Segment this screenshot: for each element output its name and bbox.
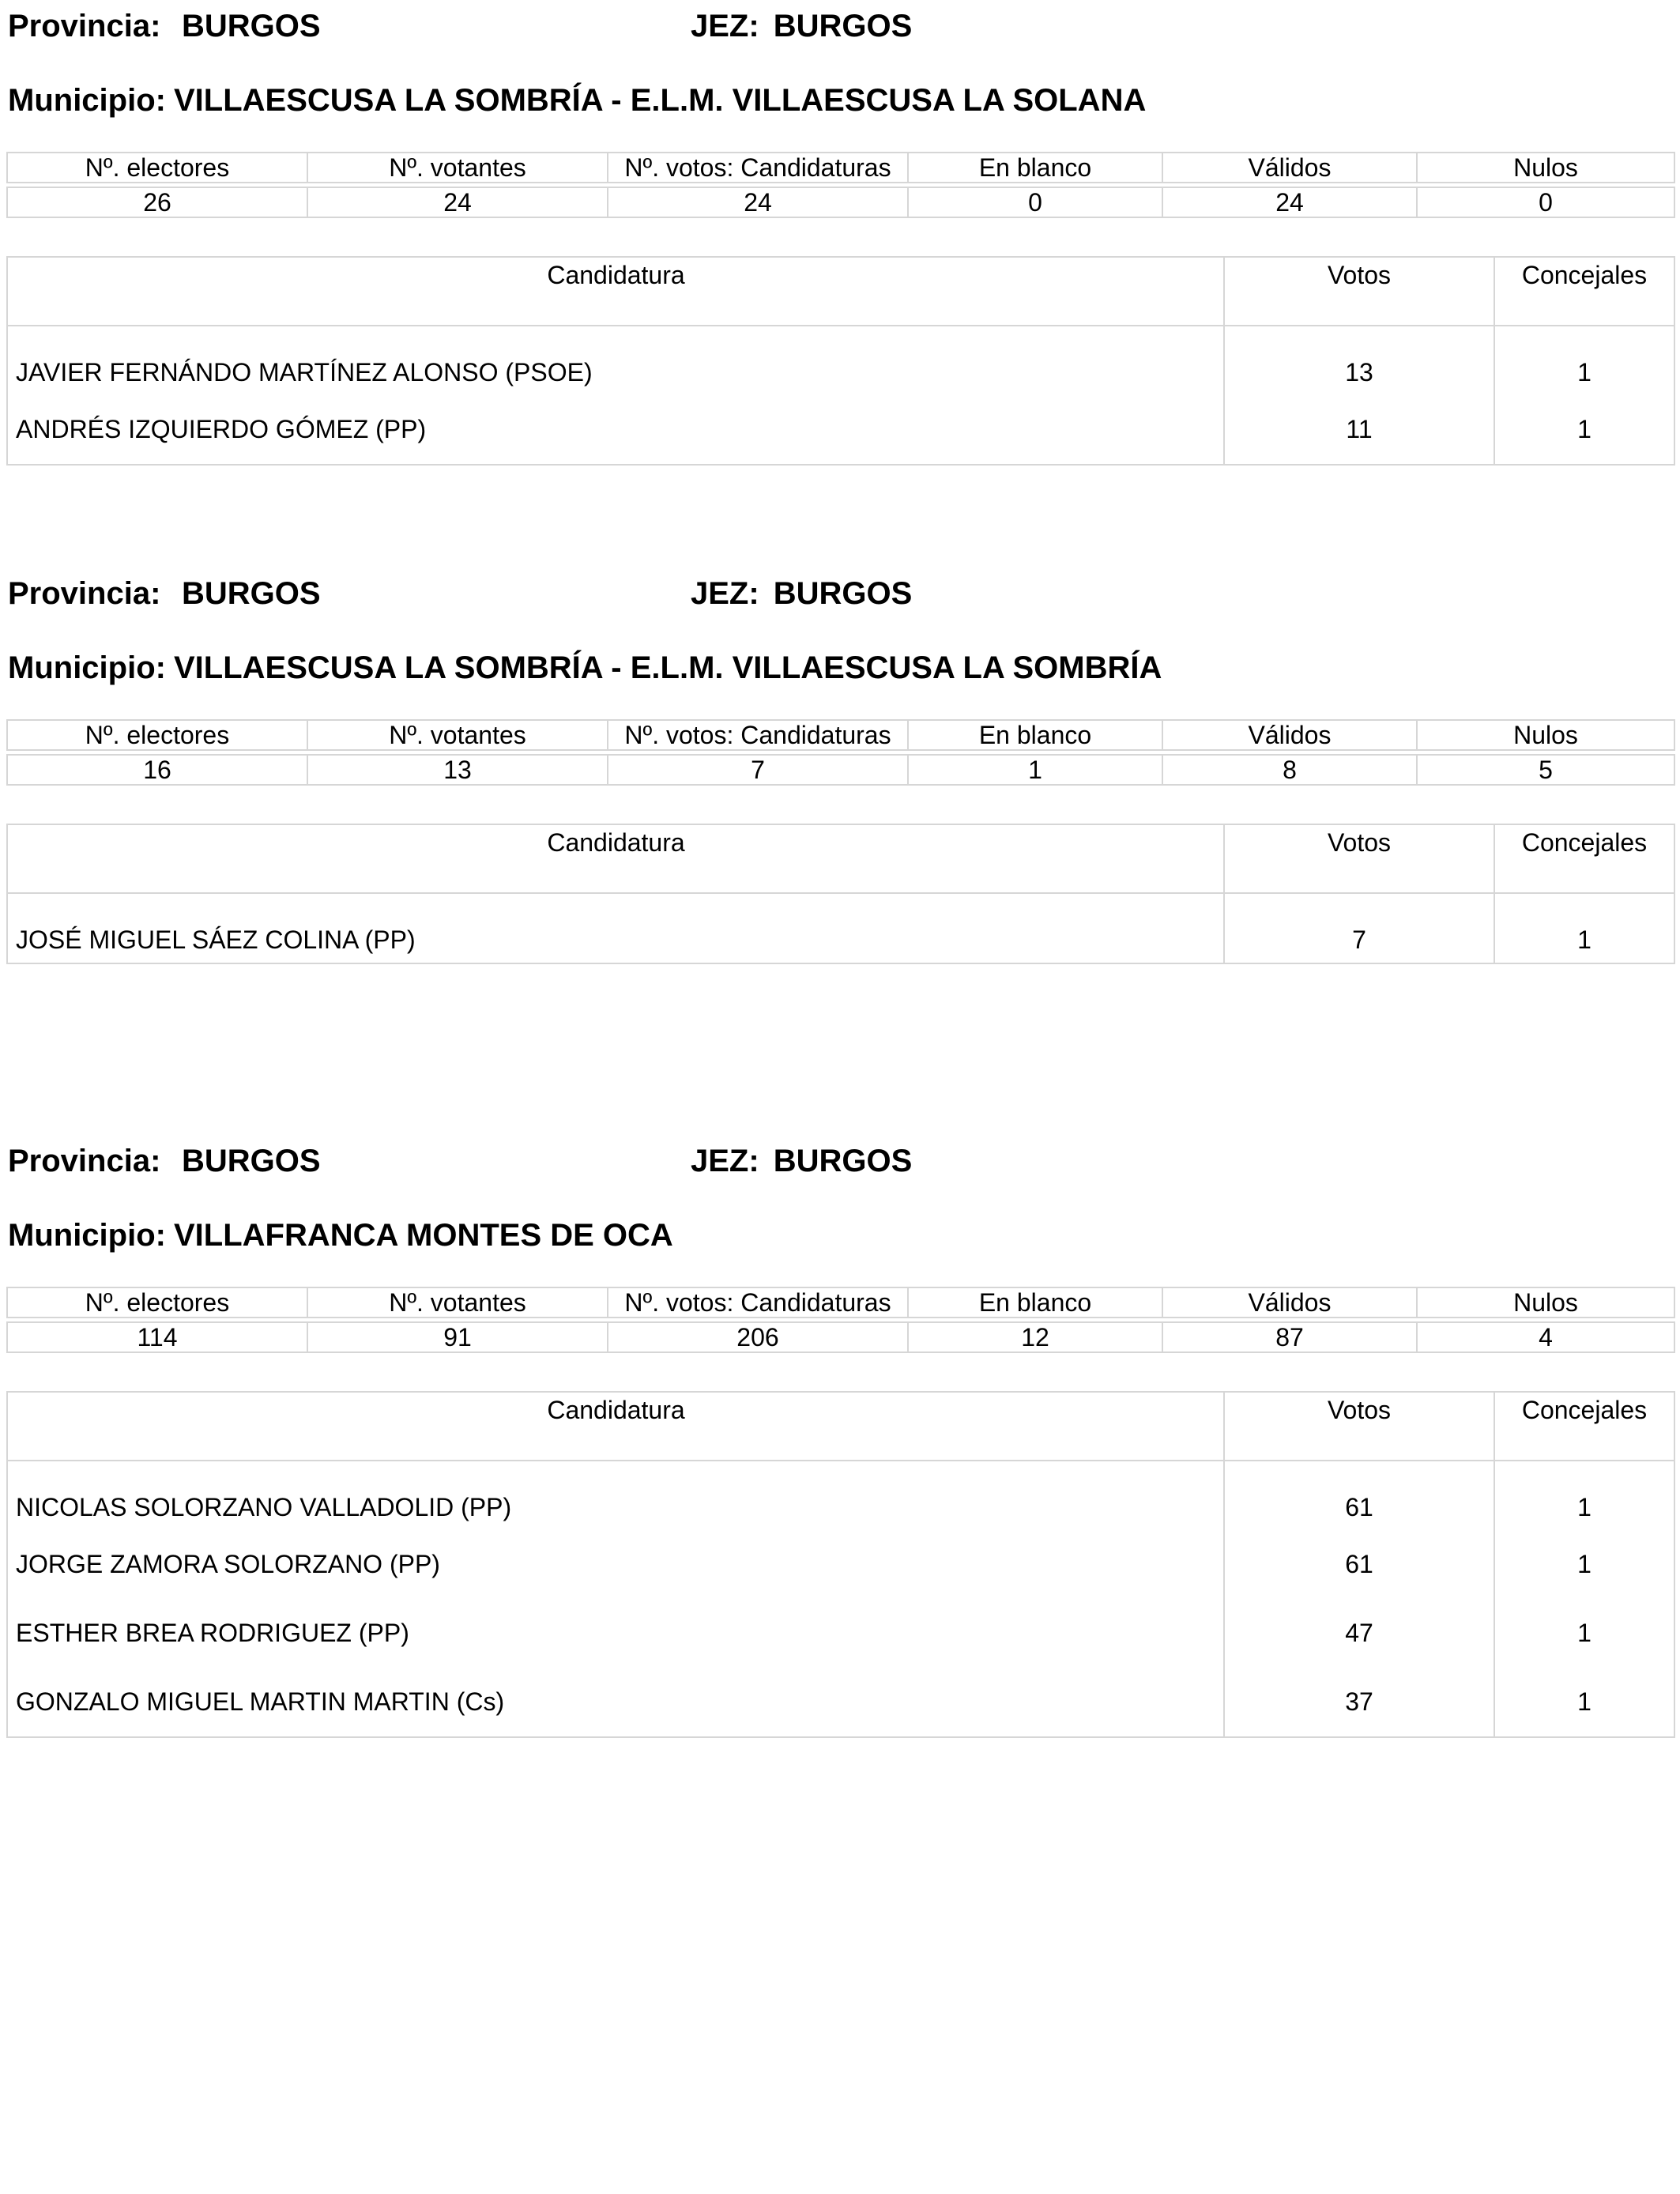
candidate-concejales: 1 — [1494, 1599, 1674, 1668]
summary-header: Válidos — [1162, 1287, 1417, 1318]
candidate-concejales: 1 — [1494, 1530, 1674, 1599]
summary-value: 91 — [307, 1322, 608, 1352]
provincia-value: BURGOS — [182, 1144, 321, 1178]
table-row — [7, 326, 1674, 395]
summary-value: 87 — [1162, 1322, 1417, 1352]
candidate-votos: 37 — [1224, 1668, 1494, 1737]
summary-value: 12 — [908, 1322, 1162, 1352]
jez-group — [691, 6, 912, 46]
summary-header: Nº. votantes — [307, 720, 608, 750]
jez-group — [691, 1141, 912, 1181]
summary-value: 5 — [1417, 755, 1674, 785]
candidate-concejales: 1 — [1494, 1461, 1674, 1530]
candidates-header: Concejales — [1494, 1392, 1674, 1461]
summary-header: Nº. votantes — [307, 153, 608, 183]
municipio-line — [8, 648, 1162, 688]
summary-value: 0 — [908, 187, 1162, 217]
candidates-table — [6, 256, 1675, 466]
summary-value-row — [7, 187, 1674, 217]
summary-value: 24 — [608, 187, 908, 217]
candidates-header: Votos — [1224, 824, 1494, 893]
summary-value: 8 — [1162, 755, 1417, 785]
candidate-concejales: 1 — [1494, 326, 1674, 395]
candidates-header: Candidatura — [7, 824, 1224, 893]
summary-header-row — [7, 153, 1674, 183]
jez-label: JEZ: — [691, 576, 759, 611]
table-row — [7, 893, 1674, 963]
table-row — [7, 1461, 1674, 1530]
candidates-header: Candidatura — [7, 1392, 1224, 1461]
provincia-label: Provincia: — [8, 1144, 161, 1178]
jez-group — [691, 574, 912, 613]
candidate-votos: 11 — [1224, 395, 1494, 465]
summary-value: 0 — [1417, 187, 1674, 217]
summary-header: Nulos — [1417, 720, 1674, 750]
summary-header: En blanco — [908, 720, 1162, 750]
provincia-value: BURGOS — [182, 9, 321, 43]
municipio-value: VILLAESCUSA LA SOMBRÍA - E.L.M. VILLAESCUSA LA SOMBRÍA — [173, 650, 1162, 685]
candidate-concejales: 1 — [1494, 893, 1674, 963]
summary-value: 16 — [7, 755, 307, 785]
candidates-table — [6, 1391, 1675, 1738]
table-row — [7, 1668, 1674, 1737]
candidate-name: JAVIER FERNÁNDO MARTÍNEZ ALONSO (PSOE) — [16, 358, 593, 386]
candidate-name: JOSÉ MIGUEL SÁEZ COLINA (PP) — [16, 925, 416, 954]
candidates-header-row — [7, 824, 1674, 893]
summary-value: 26 — [7, 187, 307, 217]
table-row — [7, 1530, 1674, 1599]
candidate-name: GONZALO MIGUEL MARTIN MARTIN (Cs) — [16, 1687, 505, 1716]
candidate-name: JORGE ZAMORA SOLORZANO (PP) — [16, 1550, 440, 1578]
summary-value: 24 — [1162, 187, 1417, 217]
summary-header: Nº. electores — [7, 153, 307, 183]
jez-value: BURGOS — [773, 1144, 913, 1178]
summary-table — [6, 719, 1675, 786]
jez-value: BURGOS — [773, 576, 913, 611]
candidate-name: NICOLAS SOLORZANO VALLADOLID (PP) — [16, 1493, 512, 1521]
candidates-header: Votos — [1224, 1392, 1494, 1461]
candidate-name: ANDRÉS IZQUIERDO GÓMEZ (PP) — [16, 415, 427, 443]
table-row — [7, 395, 1674, 465]
candidate-votos: 7 — [1224, 893, 1494, 963]
provincia-line — [8, 574, 1114, 613]
municipio-label: Municipio: — [8, 83, 166, 118]
summary-header: Nº. votos: Candidaturas — [608, 153, 908, 183]
summary-header: Nº. electores — [7, 1287, 307, 1318]
candidate-concejales: 1 — [1494, 1668, 1674, 1737]
candidates-table — [6, 824, 1675, 964]
jez-value: BURGOS — [773, 9, 913, 43]
jez-label: JEZ: — [691, 9, 759, 43]
candidates-header-row — [7, 1392, 1674, 1461]
candidate-votos: 61 — [1224, 1530, 1494, 1599]
summary-header: Nº. votantes — [307, 1287, 608, 1318]
municipio-value: VILLAFRANCA MONTES DE OCA — [173, 1218, 673, 1253]
summary-table — [6, 152, 1675, 218]
summary-value: 24 — [307, 187, 608, 217]
municipio-value: VILLAESCUSA LA SOMBRÍA - E.L.M. VILLAESCUSA LA SOLANA — [173, 83, 1147, 118]
summary-header: Nº. votos: Candidaturas — [608, 720, 908, 750]
candidates-header: Candidatura — [7, 257, 1224, 326]
summary-value: 206 — [608, 1322, 908, 1352]
summary-header-row — [7, 720, 1674, 750]
provincia-value: BURGOS — [182, 576, 321, 611]
summary-header-row — [7, 1287, 1674, 1318]
candidates-header: Votos — [1224, 257, 1494, 326]
provincia-label: Provincia: — [8, 576, 161, 611]
municipio-label: Municipio: — [8, 650, 166, 685]
candidates-header: Concejales — [1494, 824, 1674, 893]
candidates-header: Concejales — [1494, 257, 1674, 326]
municipio-line — [8, 1216, 673, 1255]
summary-header: En blanco — [908, 153, 1162, 183]
summary-value: 4 — [1417, 1322, 1674, 1352]
candidate-name: ESTHER BREA RODRIGUEZ (PP) — [16, 1619, 409, 1647]
summary-header: Nº. votos: Candidaturas — [608, 1287, 908, 1318]
summary-value: 13 — [307, 755, 608, 785]
candidate-concejales: 1 — [1494, 395, 1674, 465]
municipio-label: Municipio: — [8, 1218, 166, 1253]
jez-label: JEZ: — [691, 1144, 759, 1178]
provincia-label: Provincia: — [8, 9, 161, 43]
candidates-header-row — [7, 257, 1674, 326]
summary-value: 1 — [908, 755, 1162, 785]
summary-value: 7 — [608, 755, 908, 785]
summary-header: Válidos — [1162, 720, 1417, 750]
summary-header: Válidos — [1162, 153, 1417, 183]
summary-value: 114 — [7, 1322, 307, 1352]
summary-header: En blanco — [908, 1287, 1162, 1318]
candidate-votos: 13 — [1224, 326, 1494, 395]
candidate-votos: 61 — [1224, 1461, 1494, 1530]
summary-header: Nº. electores — [7, 720, 307, 750]
summary-value-row — [7, 755, 1674, 785]
provincia-line — [8, 1141, 1114, 1181]
summary-value-row — [7, 1322, 1674, 1352]
municipio-line — [8, 81, 1146, 120]
table-row — [7, 1599, 1674, 1668]
provincia-line — [8, 6, 1114, 46]
candidate-votos: 47 — [1224, 1599, 1494, 1668]
summary-header: Nulos — [1417, 153, 1674, 183]
summary-table — [6, 1287, 1675, 1353]
summary-header: Nulos — [1417, 1287, 1674, 1318]
